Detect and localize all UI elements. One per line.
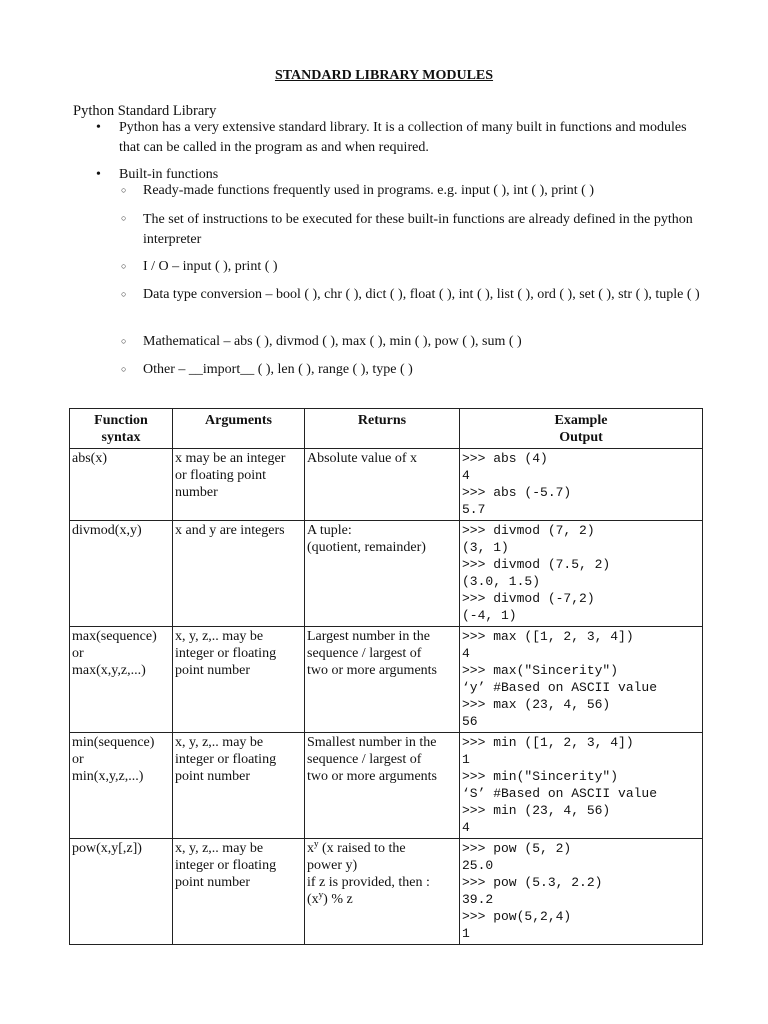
- cell-arguments: x and y are integers: [173, 521, 305, 627]
- header-returns: Returns: [305, 409, 460, 449]
- cell-example: >>> min ([1, 2, 3, 4]) 1 >>> min("Sincerity") ‘S’ #Based on ASCII value >>> min (23, 4, 56) 4: [460, 733, 703, 839]
- bullet-symbol: •: [96, 167, 101, 182]
- sub-bullet-symbol: ○: [121, 364, 127, 374]
- cell-returns: Absolute value of x: [305, 449, 460, 521]
- header-arguments: Arguments: [173, 409, 305, 449]
- cell-syntax: abs(x): [70, 449, 173, 521]
- cell-example: >>> divmod (7, 2) (3, 1) >>> divmod (7.5, 2) (3.0, 1.5) >>> divmod (-7,2) (-4, 1): [460, 521, 703, 627]
- sub-bullet-text: I / O – input ( ), print ( ): [143, 259, 278, 274]
- sub-bullet-text: The set of instructions to be executed for these built-in functions are already defined in the python interpreter: [143, 212, 693, 247]
- cell-arguments: x, y, z,.. may be integer or floating point number: [173, 839, 305, 945]
- sub-bullet-symbol: ○: [121, 185, 127, 195]
- cell-syntax: min(sequence) or min(x,y,z,...): [70, 733, 173, 839]
- table-row: [70, 733, 703, 839]
- cell-returns: Smallest number in the sequence / largest of two or more arguments: [305, 733, 460, 839]
- section-heading: Python Standard Library: [73, 103, 217, 119]
- table-header-row: [70, 409, 703, 449]
- cell-arguments: x, y, z,.. may be integer or floating point number: [173, 627, 305, 733]
- bullet-text: Python has a very extensive standard library. It is a collection of many built in functions and modules that can be called in the program as and when required.: [119, 120, 687, 155]
- page-title: STANDARD LIBRARY MODULES: [274, 68, 494, 83]
- cell-returns: A tuple: (quotient, remainder): [305, 521, 460, 627]
- bullet-text: Built-in functions: [119, 167, 219, 182]
- cell-example: >>> max ([1, 2, 3, 4]) 4 >>> max("Sincerity") ‘y’ #Based on ASCII value >>> max (23, 4, 56) 56: [460, 627, 703, 733]
- table-row: [70, 521, 703, 627]
- sub-bullet-symbol: ○: [121, 213, 127, 223]
- table-row: [70, 839, 703, 945]
- sub-bullet-text: Other – __import__ ( ), len ( ), range ( ), type ( ): [143, 362, 413, 377]
- sub-bullet-symbol: ○: [121, 261, 127, 271]
- cell-syntax: max(sequence) or max(x,y,z,...): [70, 627, 173, 733]
- cell-example: >>> pow (5, 2) 25.0 >>> pow (5.3, 2.2) 39.2 >>> pow(5,2,4) 1: [460, 839, 703, 945]
- cell-syntax: divmod(x,y): [70, 521, 173, 627]
- cell-returns: $x^y$ (x raised to the power y) if z is provided, then : $(x^y)$ % z: [305, 839, 460, 945]
- sub-bullet-symbol: ○: [121, 336, 127, 346]
- cell-returns: Largest number in the sequence / largest of two or more arguments: [305, 627, 460, 733]
- table-row: [70, 449, 703, 521]
- sub-bullet-text: Data type conversion – bool ( ), chr ( ), dict ( ), float ( ), int ( ), list ( ), ord ( ), set ( ), str ( ), tuple ( ): [143, 287, 700, 302]
- sub-bullet-text: Mathematical – abs ( ), divmod ( ), max ( ), min ( ), pow ( ), sum ( ): [143, 334, 522, 349]
- header-function-syntax: Function syntax: [70, 409, 173, 449]
- cell-arguments: x, y, z,.. may be integer or floating point number: [173, 733, 305, 839]
- table-row: [70, 627, 703, 733]
- cell-example: >>> abs (4) 4 >>> abs (-5.7) 5.7: [460, 449, 703, 521]
- cell-arguments: x may be an integer or floating point number: [173, 449, 305, 521]
- header-example-output: Example Output: [460, 409, 703, 449]
- sub-bullet-text: Ready-made functions frequently used in programs. e.g. input ( ), int ( ), print ( ): [143, 183, 594, 198]
- bullet-symbol: •: [96, 120, 101, 135]
- sub-bullet-symbol: ○: [121, 289, 127, 299]
- function-table: [69, 408, 703, 945]
- cell-syntax: pow(x,y[,z]): [70, 839, 173, 945]
